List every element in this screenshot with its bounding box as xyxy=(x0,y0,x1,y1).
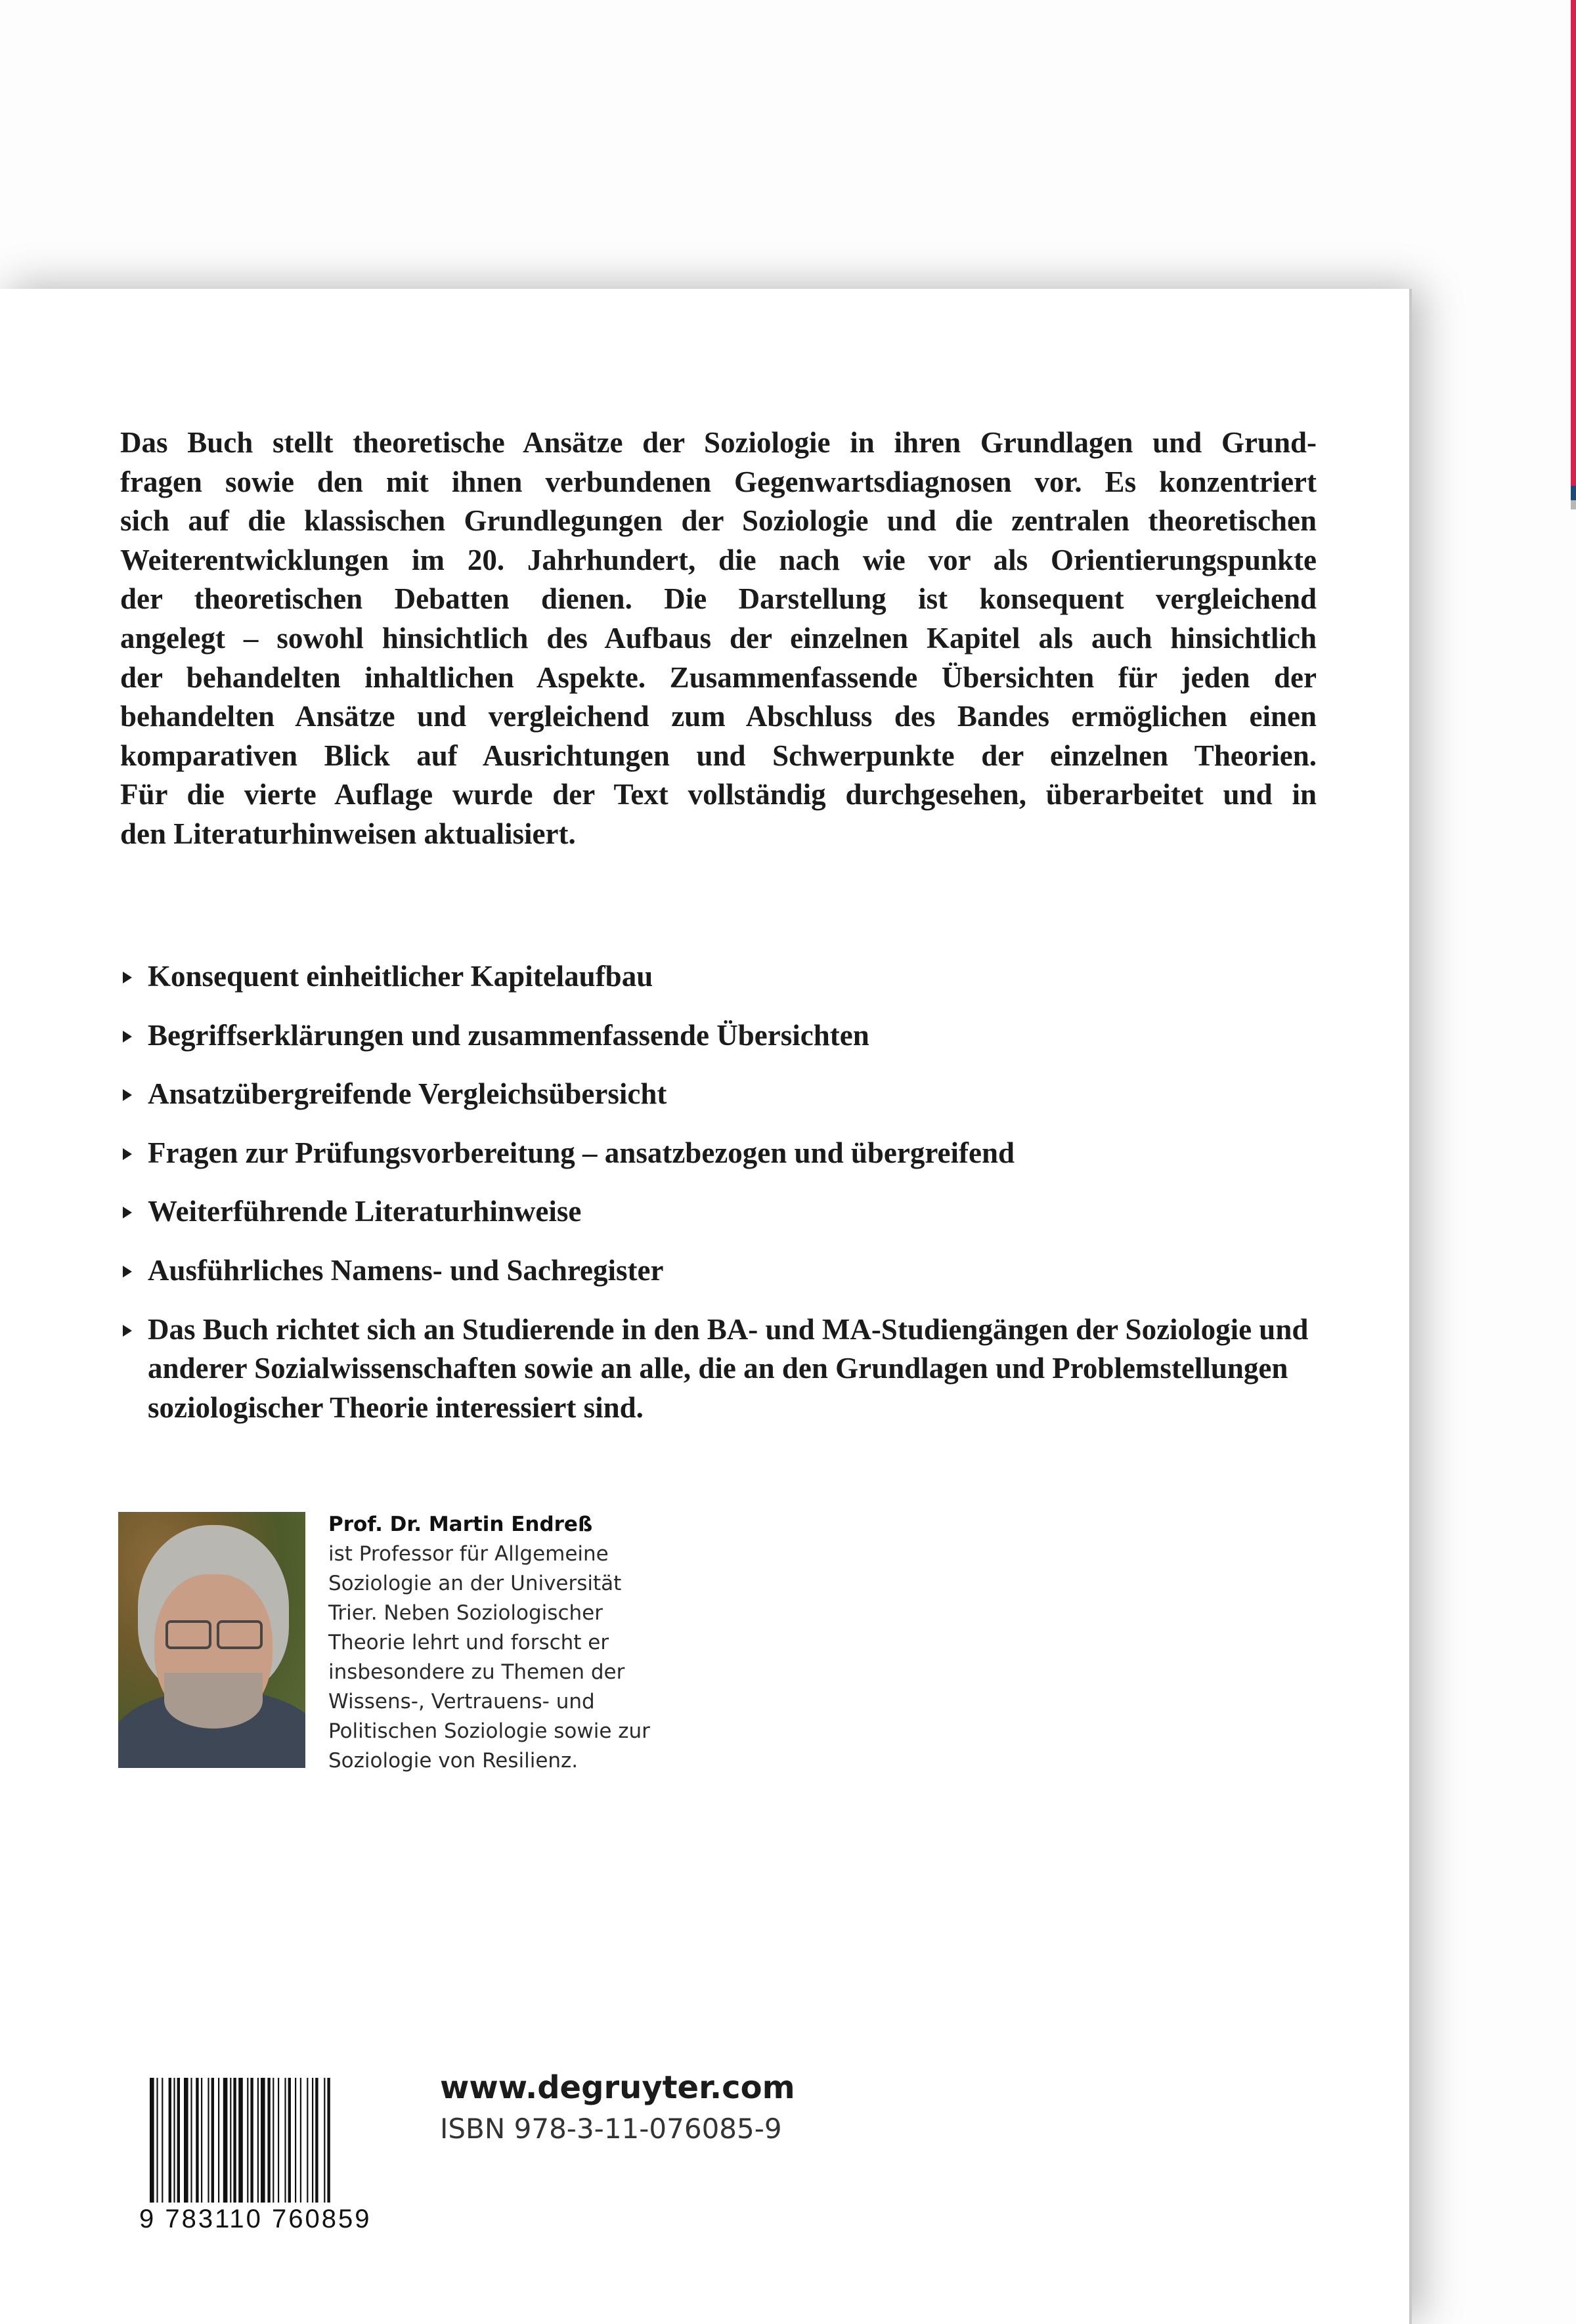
book-edge-grey-stripe xyxy=(1571,500,1576,509)
barcode-bar xyxy=(257,2078,259,2203)
author-bio-line: Theorie lehrt und forscht er xyxy=(328,1631,609,1654)
barcode-bar xyxy=(324,2078,325,2203)
barcode-bar xyxy=(169,2078,171,2203)
feature-text: Fragen zur Prüfungsvorbereitung – ansatzbezogen und übergreifend xyxy=(148,1136,1015,1169)
triangle-bullet-icon xyxy=(123,1148,132,1160)
feature-text: Weiterführende Literaturhinweise xyxy=(148,1195,582,1228)
blurb-line: angelegt – sowohl hinsichtlich des Aufbaus der einzelnen Kapitel als auch hinsichtlich xyxy=(120,621,1317,655)
author-bio-line: ist Professor für Allgemeine xyxy=(328,1542,609,1566)
author-bio xyxy=(328,1510,722,1776)
barcode-bar xyxy=(312,2078,313,2203)
barcode-bar xyxy=(218,2078,219,2203)
barcode-bar xyxy=(284,2078,286,2203)
feature-text: Konsequent einheitlicher Kapitelaufbau xyxy=(148,960,653,993)
barcode-digits: 9 783110 760859 xyxy=(139,2205,372,2233)
triangle-bullet-icon xyxy=(123,1325,132,1337)
author-bio-line: Trier. Neben Soziologischer xyxy=(328,1601,603,1625)
triangle-bullet-icon xyxy=(123,1207,132,1218)
barcode-bar xyxy=(238,2078,243,2203)
author-name: Prof. Dr. Martin Endreß xyxy=(328,1513,593,1536)
feature-list xyxy=(120,957,1368,1447)
barcode xyxy=(144,2078,394,2206)
barcode-bar xyxy=(230,2078,231,2203)
isbn: ISBN 978-3-11-076085-9 xyxy=(440,2113,782,2145)
feature-list-item xyxy=(120,1251,1368,1291)
barcode-bar xyxy=(190,2078,192,2203)
barcode-bar xyxy=(156,2078,158,2203)
barcode-bar xyxy=(173,2078,175,2203)
feature-list-item xyxy=(120,957,1368,997)
barcode-bar xyxy=(196,2078,198,2203)
barcode-bar xyxy=(233,2078,236,2203)
barcode-bar xyxy=(267,2078,270,2203)
blurb-line: den Literaturhinweisen aktualisiert. xyxy=(120,817,576,850)
feature-text: Ausführliches Namens- und Sachregister xyxy=(148,1253,664,1287)
feature-list-item xyxy=(120,1310,1330,1428)
barcode-bar xyxy=(177,2078,180,2203)
blurb-line: komparativen Blick auf Ausrichtungen und Schwerpunkte der einzelnen Theorien. xyxy=(120,739,1317,772)
blurb-line: der behandelten inhaltlichen Aspekte. Zusammenfassende Übersichten für jeden der xyxy=(120,660,1317,694)
feature-text: Begriffserklärungen und zusammenfassende Übersichten xyxy=(148,1018,869,1052)
author-bio-line: Soziologie von Resilienz. xyxy=(328,1749,579,1773)
barcode-bar xyxy=(162,2078,163,2203)
book-edge-red-stripe xyxy=(1571,0,1576,486)
feature-list-item xyxy=(120,1016,1368,1056)
feature-list-item xyxy=(120,1134,1368,1173)
author-bio-line: Wissens-, Vertrauens- und xyxy=(328,1690,595,1713)
barcode-bar xyxy=(295,2078,296,2203)
barcode-bars xyxy=(150,2078,394,2203)
barcode-bar xyxy=(327,2078,330,2203)
barcode-bar xyxy=(223,2078,228,2203)
barcode-bar xyxy=(184,2078,188,2203)
publisher-url[interactable]: www.degruyter.com xyxy=(440,2069,795,2106)
blurb-line: Weiterentwicklungen im 20. Jahrhundert, die nach wie vor als Orientierungspunkte xyxy=(120,543,1317,576)
author-bio-line: Soziologie an der Universität xyxy=(328,1572,622,1595)
feature-list-item xyxy=(120,1075,1368,1114)
feature-list-item xyxy=(120,1192,1368,1232)
blurb-line: Das Buch stellt theoretische Ansätze der Soziologie in ihren Grundlagen und Grund- xyxy=(120,426,1317,459)
blurb-paragraph xyxy=(120,423,1317,854)
barcode-bar xyxy=(250,2078,253,2203)
feature-text: Ansatzübergreifende Vergleichsübersicht xyxy=(148,1077,667,1111)
triangle-bullet-icon xyxy=(123,1089,132,1101)
blurb-line: fragen sowie den mit ihnen verbundenen Gegenwartsdiagnosen vor. Es konzentriert xyxy=(120,465,1317,498)
barcode-bar xyxy=(150,2078,154,2203)
triangle-bullet-icon xyxy=(123,1031,132,1043)
barcode-bar xyxy=(273,2078,274,2203)
author-photo xyxy=(118,1512,305,1768)
blurb-line: sich auf die klassischen Grundlegungen der Soziologie und die zentralen theoretischen xyxy=(120,504,1317,538)
barcode-bar xyxy=(288,2078,291,2203)
author-bio-line: insbesondere zu Themen der xyxy=(328,1660,625,1684)
barcode-bar xyxy=(247,2078,248,2203)
barcode-bar xyxy=(307,2078,308,2203)
blurb-line: der theoretischen Debatten dienen. Die Darstellung ist konsequent vergleichend xyxy=(120,582,1317,616)
barcode-bar xyxy=(211,2078,214,2203)
barcode-bar xyxy=(278,2078,279,2203)
barcode-bar xyxy=(261,2078,265,2203)
barcode-bar xyxy=(208,2078,209,2203)
barcode-bar xyxy=(300,2078,301,2203)
author-bio-line: Politischen Soziologie sowie zur xyxy=(328,1719,650,1743)
book-edge-blue-stripe xyxy=(1571,486,1576,500)
blurb-line: behandelten Ansätze und vergleichend zum Abschluss des Bandes ermöglichen einen xyxy=(120,700,1317,733)
feature-text: Das Buch richtet sich an Studierende in den BA- und MA-Studiengängen der Soziologie und anderer Sozialwissenschaften sowie an alle, die an den Grundlagen und Problemstellungen soziologischer Theorie interessiert sind. xyxy=(148,1312,1309,1424)
triangle-bullet-icon xyxy=(123,972,132,983)
barcode-bar xyxy=(315,2078,318,2203)
barcode-bar xyxy=(201,2078,202,2203)
blurb-line: Für die vierte Auflage wurde der Text vollständig durchgesehen, überarbeitet und in xyxy=(120,778,1317,811)
triangle-bullet-icon xyxy=(123,1266,132,1278)
